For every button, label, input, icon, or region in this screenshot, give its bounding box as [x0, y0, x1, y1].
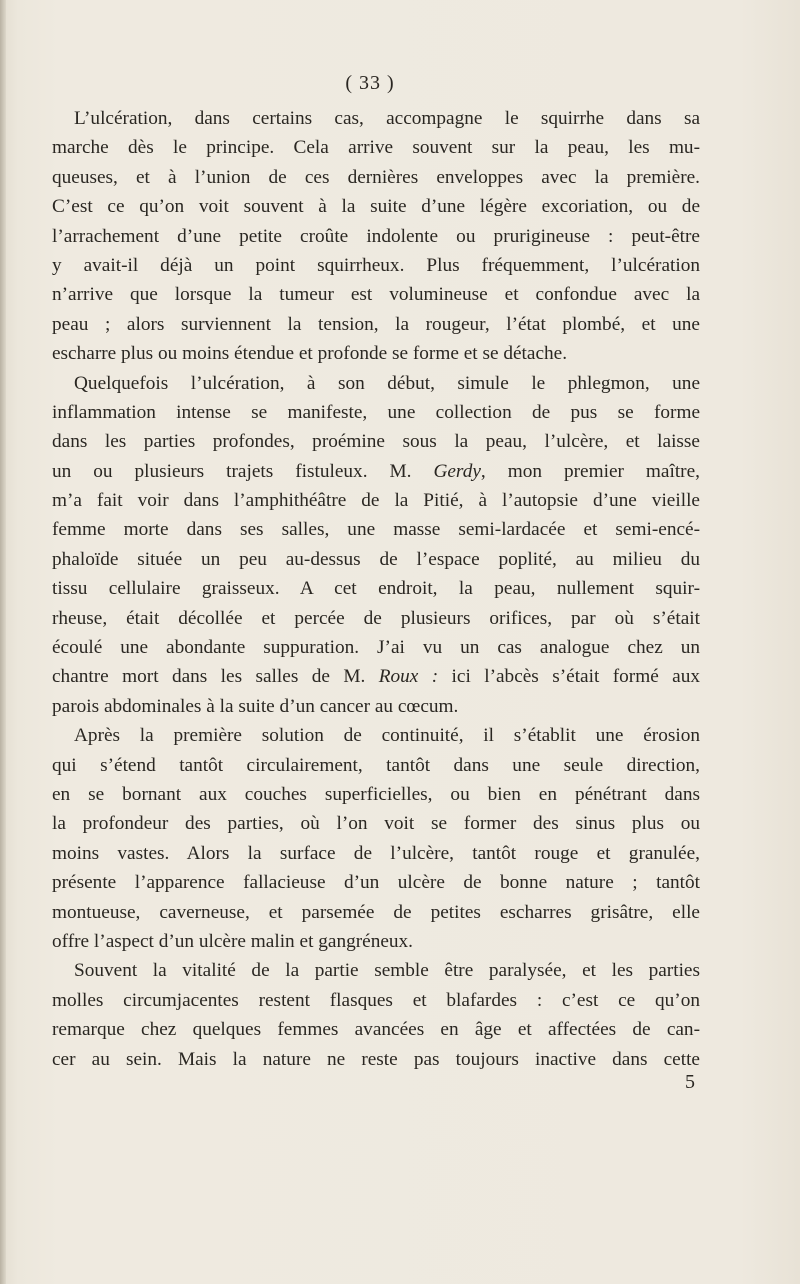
text-line: rheuse, était décollée et percée de plusieurs orifices, par où s’était — [52, 607, 700, 629]
text-line: présente l’apparence fallacieuse d’un ulcère de bonne nature ; tantôt — [52, 872, 700, 894]
signature-mark: 5 — [685, 1071, 695, 1093]
text-line: cer au sein. Mais la nature ne reste pas toujours inactive dans cette — [52, 1048, 700, 1070]
text-line: n’arrive que lorsque la tumeur est volumineuse et confondue avec la — [52, 284, 700, 306]
text-line: Après la première solution de continuité, il s’établit une érosion — [74, 725, 700, 747]
body-text — [52, 104, 700, 1074]
text-line: montueuse, caverneuse, et parsemée de petites escharres grisâtre, elle — [52, 901, 700, 923]
page-number: ( 33 ) — [345, 72, 395, 94]
text-line — [52, 457, 700, 486]
text-line: moins vastes. Alors la surface de l’ulcère, tantôt rouge et granulée, — [52, 842, 700, 864]
text-line: m’a fait voir dans l’amphithéâtre de la Pitié, à l’autopsie d’une vieille — [52, 490, 700, 512]
text-segment: , mon premier maître, — [480, 460, 700, 482]
text-line: y avait-il déjà un point squirrheux. Plus fréquemment, l’ulcération — [52, 254, 700, 276]
author-name-roux: Roux : — [378, 666, 439, 688]
text-line: Quelquefois l’ulcération, à son début, simule le phlegmon, une — [74, 372, 700, 394]
text-line: L’ulcération, dans certains cas, accompagne le squirrhe dans sa — [74, 108, 700, 129]
text-line: offre l’aspect d’un ulcère malin et gangréneux. — [52, 930, 414, 952]
text-line: queuses, et à l’union de ces dernières enveloppes avec la première. — [52, 166, 700, 188]
text-line: Souvent la vitalité de la partie semble être paralysée, et les parties — [74, 960, 700, 982]
text-line: femme morte dans ses salles, une masse semi-lardacée et semi-encé- — [52, 519, 700, 541]
text-line: écoulé une abondante suppuration. J’ai vu un cas analogue chez un — [52, 637, 700, 659]
text-line — [52, 662, 700, 691]
text-line: tissu cellulaire graisseux. A cet endroit, la peau, nullement squir- — [52, 578, 700, 600]
text-line: la profondeur des parties, où l’on voit se former des sinus plus ou — [52, 813, 700, 835]
text-line: qui s’étend tantôt circulairement, tantôt dans une seule direction, — [52, 754, 700, 776]
text-line: marche dès le principe. Cela arrive souvent sur la peau, les mu- — [52, 137, 700, 159]
text-line: dans les parties profondes, proémine sous la peau, l’ulcère, et laisse — [52, 431, 700, 453]
text-line: parois abdominales à la suite d’un cancer au cœcum. — [52, 695, 459, 717]
page-binding-edge — [0, 0, 6, 1284]
author-name-gerdy: Gerdy — [433, 460, 481, 482]
text-line: l’arrachement d’une petite croûte indolente ou prurigineuse : peut-être — [52, 225, 700, 247]
text-line: en se bornant aux couches superficielles, ou bien en pénétrant dans — [52, 783, 700, 805]
text-line: escharre plus ou moins étendue et profonde se forme et se détache. — [52, 343, 568, 365]
text-segment: ici l’abcès s’était formé aux — [451, 666, 700, 688]
text-line: peau ; alors surviennent la tension, la rougeur, l’état plombé, et une — [52, 313, 700, 335]
text-segment: chantre mort dans les salles de M. — [52, 666, 366, 688]
text-line: C’est ce qu’on voit souvent à la suite d’une légère excoriation, ou de — [52, 196, 700, 218]
text-line: inflammation intense se manifeste, une collection de pus se forme — [52, 401, 700, 423]
text-segment: un ou plusieurs trajets fistuleux. M. — [52, 460, 412, 482]
text-line: molles circumjacentes restent flasques et blafardes : c’est ce qu’on — [52, 989, 700, 1011]
text-line: phaloïde située un peu au-dessus de l’espace poplité, au milieu du — [52, 548, 700, 570]
text-line: remarque chez quelques femmes avancées en âge et affectées de can- — [52, 1019, 700, 1041]
